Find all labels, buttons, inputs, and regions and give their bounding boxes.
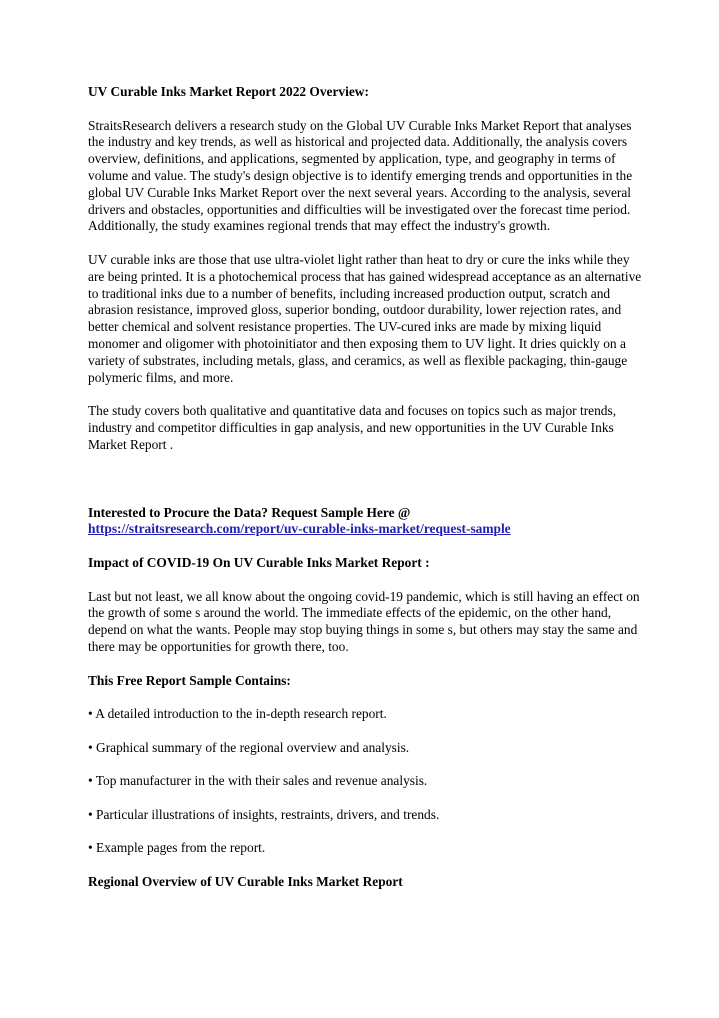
- covid-heading: Impact of COVID-19 On UV Curable Inks Market Report :: [88, 554, 430, 570]
- sample-contents-heading: This Free Report Sample Contains:: [88, 672, 291, 688]
- list-item: • Example pages from the report.: [88, 840, 266, 856]
- overview-paragraph: StraitsResearch delivers a research study on the Global UV Curable Inks Market Report that analyses the industry and key trends, as well as historical and projected data. Additionally, the analysis covers overview, definitions, and applications, segmented by application, type, and geography in terms of volume and value. The study's design objective is to identify emerging trends and opportunities in the global UV Curable Inks Market Report over the next several years. According to the analysis, several drivers and obstacles, opportunities and difficulties will be investigated over the forecast time period. Additionally, the study examines regional trends that may effect the industry's growth.: [88, 117, 633, 234]
- sample-request-link[interactable]: https://straitsresearch.com/report/uv-curable-inks-market/request-sample: [88, 521, 511, 537]
- study-scope-paragraph: The study covers both qualitative and quantitative data and focuses on topics such as major trends, industry and competitor difficulties in gap analysis, and new opportunities in the UV Curable Inks Market Report .: [88, 403, 617, 452]
- list-item: • A detailed introduction to the in-depth research report.: [88, 706, 387, 722]
- report-title: UV Curable Inks Market Report 2022 Overview:: [88, 84, 369, 99]
- document-page: [88, 84, 648, 891]
- regional-overview-heading: Regional Overview of UV Curable Inks Market Report: [88, 874, 403, 890]
- list-item: • Particular illustrations of insights, restraints, drivers, and trends.: [88, 806, 440, 822]
- list-item: • Graphical summary of the regional overview and analysis.: [88, 739, 410, 755]
- covid-paragraph: Last but not least, we all know about the ongoing covid-19 pandemic, which is still having an effect on the growth of some s around the world. The immediate effects of the epidemic, on the other hand, depend on what the wants. People may stop buying things in some s, but others may stay the same and there may be opportunities for growth there, too.: [88, 588, 640, 654]
- sample-request-heading: Interested to Procure the Data? Request Sample Here @: [88, 504, 411, 520]
- list-item: • Top manufacturer in the with their sales and revenue analysis.: [88, 773, 428, 789]
- definition-paragraph: UV curable inks are those that use ultra-violet light rather than heat to dry or cure the inks while they are being printed. It is a photochemical process that has gained widespread acceptance as an alternative to traditional inks due to a number of benefits, including increased production output, scratch and abrasion resistance, improved gloss, superior bonding, outdoor durability, lower rejection rates, and better chemical and solvent resistance properties. The UV-cured inks are made by mixing liquid monomer and oligomer with photoinitiator and then exposing them to UV light. It dries quickly on a variety of substrates, including metals, glass, and ceramics, as well as flexible packaging, thin-gauge polymeric films, and more.: [88, 251, 642, 385]
